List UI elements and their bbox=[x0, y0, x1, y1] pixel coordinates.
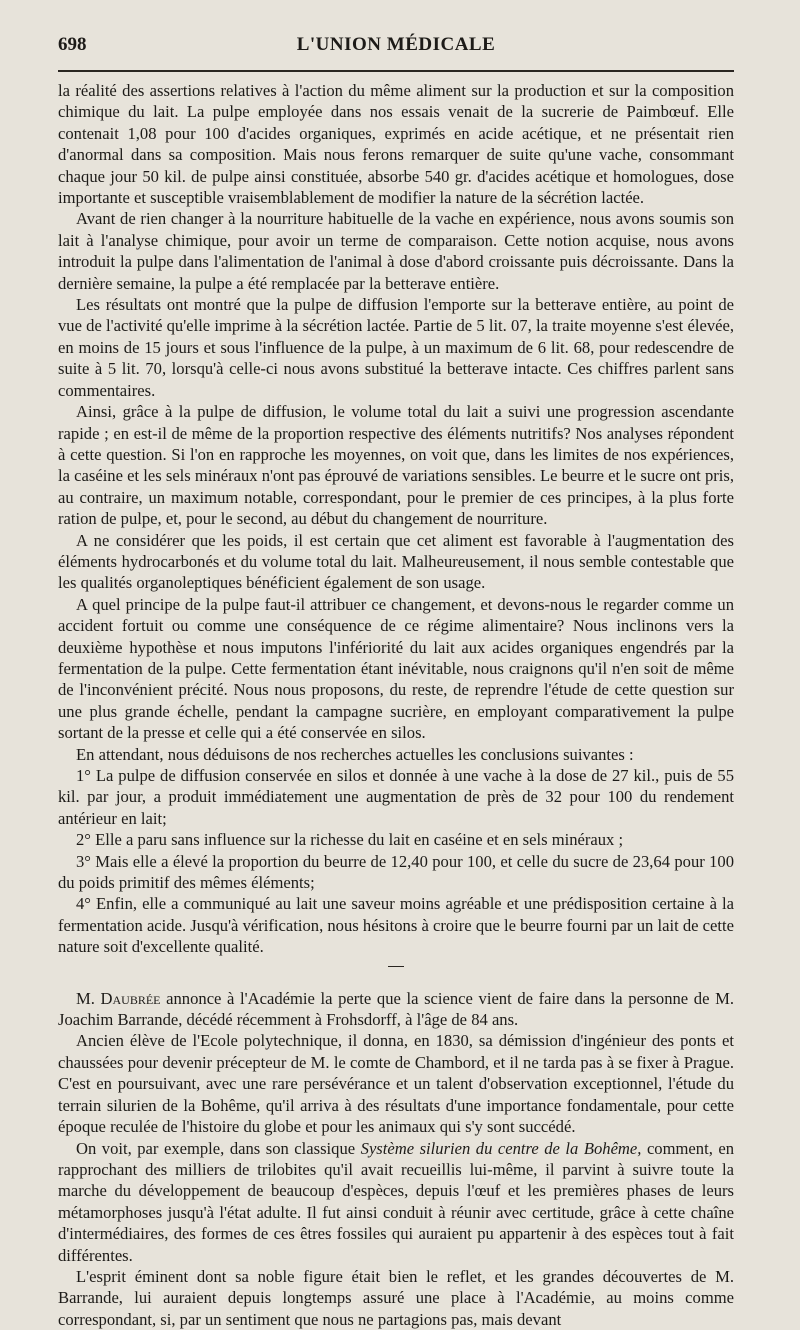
daubree-name: Daubrée bbox=[100, 988, 161, 1008]
daubree-text: annonce à l'Académie la perte que la science vient de faire dans la personne de M. Joachim Barrande, décédé récemment à Frohsdorff, à l'âge de 84 ans. bbox=[58, 988, 734, 1030]
classique-paragraph bbox=[58, 1138, 734, 1266]
paragraph: Avant de rien changer à la nourriture habituelle de la vache en expérience, nous avons soumis son lait à l'analyse chimique, pour avoir un terme de comparaison. Cette notion acquise, nous avons introduit la pulpe dans l'alimentation de l'animal à dose d'abord croissante puis décroissante. Dans la dernière semaine, la pulpe a été remplacée par la betterave entière. bbox=[58, 209, 734, 293]
daubree-prefix: M. bbox=[76, 988, 101, 1008]
paragraph: la réalité des assertions relatives à l'action du même aliment sur la production et sur la composition chimique du lait. La pulpe employée dans nos essais venait de la sucrerie de Paimbœuf. Elle contenait 1,08 pour 100 d'acides organiques, exprimés en acide acétique, et ne présentait rien d'anormal dans sa composition. Mais nous ferons remarquer de suite qu'une vache, consommant chaque jour 50 kil. de pulpe ainsi constituée, absorbe 540 gr. d'acides acétique et homologues, dose importante et susceptible vraisemblablement de modifier la nature de la sécrétion lactée. bbox=[58, 81, 734, 208]
paragraph: Ainsi, grâce à la pulpe de diffusion, le volume total du lait a suivi une progression ascendante rapide ; en est-il de même de la proportion respective des éléments nutritifs? Nos analyses répondent à cette question. Si l'on en rapproche les moyennes, on voit que, dans les limites de nos expériences, la caséine et les sels minéraux n'ont pas éprouvé de variations sensibles. Le beurre et le sucre ont pris, au contraire, un maximum notable, correspondant, pour le premier de ces principes, à la plus forte ration de pulpe, et, pour le second, au début du changement de nourriture. bbox=[58, 402, 734, 529]
header-rule bbox=[58, 70, 734, 72]
conclusion-item: 2° Elle a paru sans influence sur la richesse du lait en caséine et en sels minéraux ; bbox=[76, 830, 624, 850]
paragraph: Ancien élève de l'Ecole polytechnique, il donna, en 1830, sa démission d'ingénieur des ponts et chaussées pour devenir précepteur de M. le comte de Chambord, et il ne tarda pas à se fixer à Prague. C'est en poursuivant, avec une rare persévérance et un talent d'observation exceptionnel, l'étude du terrain silurien de la Bohême, qu'il arriva à des résultats d'une importance fondamentale, pour cette époque reculée de l'histoire du globe et pour les animaux qui s'y sont succédé. bbox=[58, 1031, 734, 1137]
paragraph: Les résultats ont montré que la pulpe de diffusion l'emporte sur la betterave entière, au point de vue de l'activité qu'elle imprime à la sécrétion lactée. Partie de 5 lit. 07, la traite moyenne s'est élevée, en moins de 15 jours et sous l'influence de la pulpe, à un maximum de 6 lit. 68, pour redescendre de suite à 5 lit. 70, lorsqu'à celle-ci nous avons substitué la betterave intacte. Ces chiffres parlent sans commentaires. bbox=[58, 295, 734, 400]
paragraph: En attendant, nous déduisons de nos recherches actuelles les conclusions suivantes : bbox=[76, 744, 634, 764]
page-header bbox=[58, 34, 734, 58]
paragraph: L'esprit éminent dont sa noble figure était bien le reflet, et les grandes découvertes de M. Barrande, lui auraient depuis longtemps assuré une place à l'Académie, au moins comme correspondant, si, par un sentiment que nous ne partagions pas, mais devant bbox=[58, 1266, 734, 1329]
running-title: L'UNION MÉDICALE bbox=[296, 34, 496, 55]
conclusion-item: 3° Mais elle a élevé la proportion du beurre de 12,40 pour 100, et celle du sucre de 23,64 pour 100 du poids primitif des mêmes éléments; bbox=[58, 851, 734, 893]
page-number: 698 bbox=[58, 34, 87, 55]
book-title: Système silurien du centre de la Bohême, bbox=[360, 1138, 642, 1158]
classique-before: On voit, par exemple, dans son classique bbox=[76, 1138, 361, 1158]
section-separator bbox=[388, 966, 404, 967]
daubree-paragraph bbox=[58, 988, 734, 1031]
conclusion-item: 1° La pulpe de diffusion conservée en silos et donnée à une vache à la dose de 27 kil., puis de 55 kil. par jour, a produit immédiatement une augmentation de près de 32 pour 100 du rendement antérieur en lait; bbox=[58, 766, 734, 828]
conclusion-item: 4° Enfin, elle a communiqué au lait une saveur moins agréable et une prédisposition certaine à la fermentation acide. Jusqu'à vérification, nous hésitons à croire que le beurre fourni par un lait de cette nature soit d'excellente qualité. bbox=[58, 894, 734, 957]
article-body bbox=[58, 80, 734, 1330]
classique-after: comment, en rapprochant des milliers de trilobites qu'il avait recueillis lui-même, il parvint à suivre toute la marche du développement de beaucoup d'espèces, depuis l'œuf et les premières phases de leurs métamorphoses jusqu'à l'état adulte. Il fut ainsi conduit à réunir avec certitude, grâce à cette chaîne d'intermédiaires, des formes de ces êtres fossiles qui auraient pu appartenir à des espèces tout à fait différentes. bbox=[58, 1138, 735, 1265]
paragraph: A quel principe de la pulpe faut-il attribuer ce changement, et devons-nous le regarder comme un accident fortuit ou comme une conséquence de ce régime alimentaire? Nous inclinons vers la deuxième hypothèse et nous imputons l'infériorité du lait aux acides organiques engendrés par la fermentation de la pulpe. Cette fermentation étant inévitable, nous craignons qu'il n'en soit de même de l'inconvénient précité. Nous nous proposons, du reste, de reprendre l'étude de cette question sur une plus grande échelle, pendant la campagne sucrière, en employant comparativement la pulpe sortant de la presse et celle qui a été conservée en silos. bbox=[58, 594, 734, 743]
paragraph: A ne considérer que les poids, il est certain que cet aliment est favorable à l'augmentation des éléments hydrocarbonés et du volume total du lait. Malheureusement, il nous semble contestable que les qualités organoleptiques bénéficient également de son usage. bbox=[58, 530, 734, 593]
